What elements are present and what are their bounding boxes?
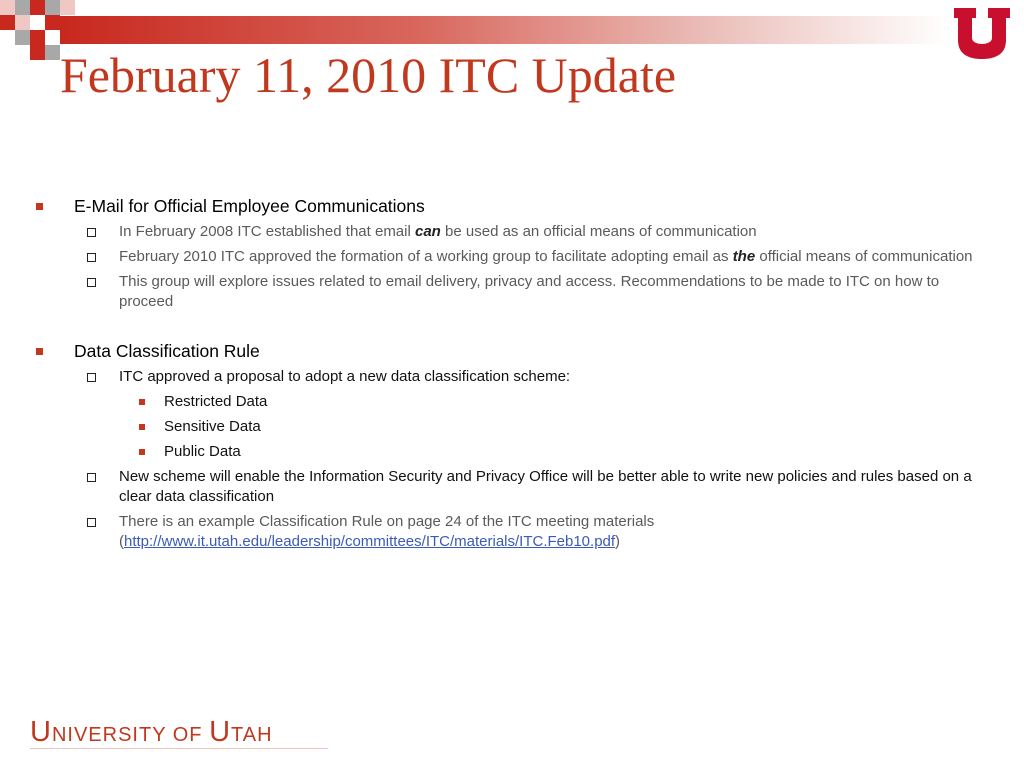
square-bullet-icon: [36, 348, 43, 355]
list-item: In February 2008 ITC established that email can be used as an official means of communication: [34, 222, 984, 242]
square-bullet-icon: [36, 203, 43, 210]
list-item: There is an example Classification Rule on page 24 of the ITC meeting materials (http://www.it.utah.edu/leadership/committees/ITC/materials/ITC.Feb10.pdf): [34, 512, 984, 552]
slide-body: [34, 195, 984, 552]
university-wordmark: UNIVERSITY OF UTAH: [30, 716, 273, 748]
sub-list-item: Public Data: [34, 442, 984, 462]
hollow-square-bullet-icon: [87, 278, 96, 287]
page-title: February 11, 2010 ITC Update: [60, 47, 677, 103]
hollow-square-bullet-icon: [87, 228, 96, 237]
sub-list-item: Restricted Data: [34, 392, 984, 412]
hollow-square-bullet-icon: [87, 518, 96, 527]
square-bullet-icon: [139, 424, 145, 430]
list-item: This group will explore issues related to email delivery, privacy and access. Recommendations to be made to ITC on how to proceed: [34, 272, 984, 312]
list-item: ITC approved a proposal to adopt a new data classification scheme:: [34, 367, 984, 387]
list-item: February 2010 ITC approved the formation of a working group to facilitate adopting email as the official means of communication: [34, 247, 984, 267]
section-heading: E-Mail for Official Employee Communications: [34, 195, 984, 217]
hollow-square-bullet-icon: [87, 253, 96, 262]
block-u-icon: [952, 6, 1012, 60]
square-bullet-icon: [139, 449, 145, 455]
section-heading: Data Classification Rule: [34, 340, 984, 362]
list-item: New scheme will enable the Information Security and Privacy Office will be better able to write new policies and rules based on a clear data classification: [34, 467, 984, 507]
footer-divider: [30, 748, 328, 749]
hollow-square-bullet-icon: [87, 473, 96, 482]
itc-materials-link[interactable]: http://www.it.utah.edu/leadership/committees/ITC/materials/ITC.Feb10.pdf: [124, 533, 616, 550]
hollow-square-bullet-icon: [87, 373, 96, 382]
sub-list-item: Sensitive Data: [34, 417, 984, 437]
title-gradient-band: [60, 16, 950, 44]
square-bullet-icon: [139, 399, 145, 405]
